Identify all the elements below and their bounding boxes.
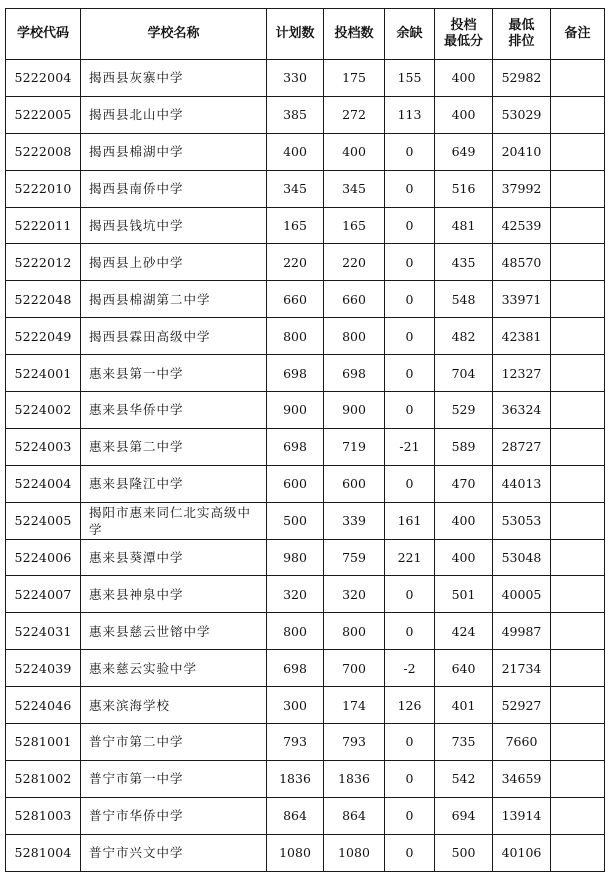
header-name: 学校名称 — [81, 9, 267, 60]
cell-admitted: 165 — [324, 207, 385, 244]
header-min-rank-line1: 最低 — [508, 18, 535, 33]
cell-note — [551, 355, 605, 392]
cell-admitted: 800 — [324, 318, 385, 355]
cell-plan: 900 — [267, 392, 324, 429]
cell-min-rank: 28727 — [493, 428, 551, 465]
cell-code: 5281002 — [6, 760, 81, 797]
table-row — [6, 797, 605, 834]
cell-plan: 1080 — [267, 834, 324, 871]
cell-plan: 660 — [267, 281, 324, 318]
cell-plan: 793 — [267, 724, 324, 761]
table-row — [6, 576, 605, 613]
cell-code: 5224006 — [6, 539, 81, 576]
cell-name: 普宁市兴文中学 — [81, 834, 267, 871]
cell-min-rank: 42381 — [493, 318, 551, 355]
cell-admitted: 864 — [324, 797, 385, 834]
cell-min-score: 589 — [435, 428, 493, 465]
table-row — [6, 650, 605, 687]
cell-code: 5281004 — [6, 834, 81, 871]
cell-admitted: 339 — [324, 502, 385, 539]
cell-code: 5222010 — [6, 170, 81, 207]
table-row — [6, 502, 605, 539]
cell-name: 揭西县南侨中学 — [81, 170, 267, 207]
cell-code: 5222004 — [6, 60, 81, 97]
cell-min-score: 482 — [435, 318, 493, 355]
cell-min-score: 548 — [435, 281, 493, 318]
cell-note — [551, 539, 605, 576]
table-row — [6, 96, 605, 133]
cell-min-score: 501 — [435, 576, 493, 613]
cell-name: 揭西县上砂中学 — [81, 244, 267, 281]
cell-admitted: 719 — [324, 428, 385, 465]
cell-code: 5222049 — [6, 318, 81, 355]
cell-min-score: 704 — [435, 355, 493, 392]
cell-remaining: 155 — [385, 60, 435, 97]
cell-min-score: 542 — [435, 760, 493, 797]
cell-plan: 500 — [267, 502, 324, 539]
cell-code: 5281001 — [6, 724, 81, 761]
cell-note — [551, 576, 605, 613]
cell-remaining: 0 — [385, 281, 435, 318]
cell-plan: 1836 — [267, 760, 324, 797]
cell-remaining: 0 — [385, 392, 435, 429]
cell-min-rank: 52982 — [493, 60, 551, 97]
cell-name: 普宁市第二中学 — [81, 724, 267, 761]
cell-min-score: 735 — [435, 724, 493, 761]
cell-plan: 800 — [267, 613, 324, 650]
cell-note — [551, 687, 605, 724]
header-admitted: 投档数 — [324, 9, 385, 60]
cell-admitted: 174 — [324, 687, 385, 724]
cell-min-score: 649 — [435, 133, 493, 170]
header-min-score-line1: 投档 — [450, 18, 477, 33]
cell-remaining: 161 — [385, 502, 435, 539]
cell-note — [551, 465, 605, 502]
cell-min-rank: 49987 — [493, 613, 551, 650]
cell-admitted: 600 — [324, 465, 385, 502]
cell-name: 普宁市第一中学 — [81, 760, 267, 797]
cell-plan: 698 — [267, 428, 324, 465]
cell-name: 揭西县钱坑中学 — [81, 207, 267, 244]
cell-min-rank: 53029 — [493, 96, 551, 133]
cell-remaining: 221 — [385, 539, 435, 576]
cell-min-score: 400 — [435, 539, 493, 576]
cell-note — [551, 834, 605, 871]
cell-code: 5222005 — [6, 96, 81, 133]
admission-table-container — [5, 8, 605, 872]
cell-min-rank: 37992 — [493, 170, 551, 207]
cell-remaining: 0 — [385, 834, 435, 871]
cell-admitted: 1836 — [324, 760, 385, 797]
cell-min-score: 400 — [435, 502, 493, 539]
cell-remaining: -21 — [385, 428, 435, 465]
cell-remaining: 0 — [385, 318, 435, 355]
cell-remaining: 0 — [385, 576, 435, 613]
table-row — [6, 539, 605, 576]
table-row — [6, 760, 605, 797]
cell-plan: 220 — [267, 244, 324, 281]
header-note: 备注 — [551, 9, 605, 60]
cell-note — [551, 502, 605, 539]
cell-note — [551, 392, 605, 429]
cell-code: 5222008 — [6, 133, 81, 170]
cell-name: 惠来县华侨中学 — [81, 392, 267, 429]
cell-min-rank: 7660 — [493, 724, 551, 761]
cell-admitted: 320 — [324, 576, 385, 613]
cell-name: 揭西县灰寨中学 — [81, 60, 267, 97]
table-header-row — [6, 9, 605, 60]
table-row — [6, 392, 605, 429]
table-row — [6, 613, 605, 650]
cell-remaining: 0 — [385, 760, 435, 797]
cell-name: 揭西县棉湖中学 — [81, 133, 267, 170]
table-body — [6, 60, 605, 872]
cell-code: 5281003 — [6, 797, 81, 834]
cell-name: 惠来慈云实验中学 — [81, 650, 267, 687]
cell-min-rank: 44013 — [493, 465, 551, 502]
cell-min-rank: 48570 — [493, 244, 551, 281]
cell-code: 5224046 — [6, 687, 81, 724]
cell-remaining: 0 — [385, 797, 435, 834]
cell-min-rank: 34659 — [493, 760, 551, 797]
header-min-score-line2: 最低分 — [443, 34, 483, 49]
cell-min-score: 400 — [435, 60, 493, 97]
admission-table — [5, 8, 605, 872]
cell-code: 5224031 — [6, 613, 81, 650]
cell-admitted: 759 — [324, 539, 385, 576]
cell-admitted: 400 — [324, 133, 385, 170]
header-plan: 计划数 — [267, 9, 324, 60]
cell-admitted: 800 — [324, 613, 385, 650]
cell-code: 5224003 — [6, 428, 81, 465]
cell-remaining: 0 — [385, 465, 435, 502]
table-row — [6, 281, 605, 318]
table-row — [6, 207, 605, 244]
cell-min-rank: 53048 — [493, 539, 551, 576]
cell-note — [551, 170, 605, 207]
cell-admitted: 220 — [324, 244, 385, 281]
cell-min-score: 500 — [435, 834, 493, 871]
cell-name: 揭西县棉湖第二中学 — [81, 281, 267, 318]
cell-name: 普宁市华侨中学 — [81, 797, 267, 834]
cell-min-rank: 52927 — [493, 687, 551, 724]
cell-min-rank: 53053 — [493, 502, 551, 539]
cell-note — [551, 318, 605, 355]
cell-remaining: 0 — [385, 207, 435, 244]
cell-admitted: 900 — [324, 392, 385, 429]
cell-name: 揭西县霖田高级中学 — [81, 318, 267, 355]
cell-admitted: 793 — [324, 724, 385, 761]
table-row — [6, 724, 605, 761]
cell-min-score: 529 — [435, 392, 493, 429]
cell-plan: 698 — [267, 355, 324, 392]
table-row — [6, 133, 605, 170]
cell-min-rank: 36324 — [493, 392, 551, 429]
table-row — [6, 318, 605, 355]
table-row — [6, 355, 605, 392]
cell-admitted: 700 — [324, 650, 385, 687]
table-row — [6, 170, 605, 207]
cell-name: 揭西县北山中学 — [81, 96, 267, 133]
cell-note — [551, 60, 605, 97]
cell-note — [551, 724, 605, 761]
cell-min-score: 640 — [435, 650, 493, 687]
cell-name: 揭阳市惠来同仁北实高级中学 — [81, 502, 267, 539]
cell-admitted: 175 — [324, 60, 385, 97]
table-row — [6, 465, 605, 502]
cell-name: 惠来县神泉中学 — [81, 576, 267, 613]
cell-min-rank: 33971 — [493, 281, 551, 318]
cell-min-score: 435 — [435, 244, 493, 281]
cell-code: 5222011 — [6, 207, 81, 244]
cell-remaining: 0 — [385, 355, 435, 392]
cell-plan: 600 — [267, 465, 324, 502]
cell-note — [551, 244, 605, 281]
cell-note — [551, 797, 605, 834]
cell-code: 5224007 — [6, 576, 81, 613]
header-min-rank-line2: 排位 — [508, 34, 535, 49]
cell-code: 5224039 — [6, 650, 81, 687]
cell-min-rank: 40106 — [493, 834, 551, 871]
cell-note — [551, 613, 605, 650]
table-row — [6, 687, 605, 724]
cell-admitted: 272 — [324, 96, 385, 133]
cell-remaining: 0 — [385, 133, 435, 170]
cell-name: 惠来县第一中学 — [81, 355, 267, 392]
cell-plan: 800 — [267, 318, 324, 355]
cell-remaining: 113 — [385, 96, 435, 133]
cell-remaining: 0 — [385, 724, 435, 761]
cell-plan: 698 — [267, 650, 324, 687]
cell-remaining: 126 — [385, 687, 435, 724]
cell-name: 惠来县隆江中学 — [81, 465, 267, 502]
cell-plan: 300 — [267, 687, 324, 724]
cell-plan: 345 — [267, 170, 324, 207]
cell-plan: 330 — [267, 60, 324, 97]
cell-code: 5224001 — [6, 355, 81, 392]
cell-code: 5224004 — [6, 465, 81, 502]
cell-min-rank: 42539 — [493, 207, 551, 244]
table-row — [6, 428, 605, 465]
cell-name: 惠来县第二中学 — [81, 428, 267, 465]
cell-note — [551, 760, 605, 797]
cell-min-rank: 40005 — [493, 576, 551, 613]
cell-note — [551, 96, 605, 133]
cell-code: 5222048 — [6, 281, 81, 318]
header-min-rank — [493, 9, 551, 60]
cell-min-score: 424 — [435, 613, 493, 650]
cell-name: 惠来滨海学校 — [81, 687, 267, 724]
cell-min-rank: 21734 — [493, 650, 551, 687]
cell-min-score: 516 — [435, 170, 493, 207]
cell-remaining: -2 — [385, 650, 435, 687]
cell-note — [551, 428, 605, 465]
cell-remaining: 0 — [385, 613, 435, 650]
cell-plan: 400 — [267, 133, 324, 170]
cell-remaining: 0 — [385, 244, 435, 281]
cell-plan: 980 — [267, 539, 324, 576]
header-code: 学校代码 — [6, 9, 81, 60]
cell-code: 5222012 — [6, 244, 81, 281]
table-row — [6, 834, 605, 871]
cell-min-rank: 20410 — [493, 133, 551, 170]
cell-name: 惠来县葵潭中学 — [81, 539, 267, 576]
cell-code: 5224002 — [6, 392, 81, 429]
cell-min-rank: 13914 — [493, 797, 551, 834]
cell-note — [551, 133, 605, 170]
table-row — [6, 60, 605, 97]
header-min-score — [435, 9, 493, 60]
cell-min-score: 694 — [435, 797, 493, 834]
cell-min-rank: 12327 — [493, 355, 551, 392]
cell-admitted: 660 — [324, 281, 385, 318]
cell-note — [551, 650, 605, 687]
cell-admitted: 345 — [324, 170, 385, 207]
table-row — [6, 244, 605, 281]
cell-min-score: 401 — [435, 687, 493, 724]
cell-note — [551, 207, 605, 244]
cell-note — [551, 281, 605, 318]
cell-plan: 320 — [267, 576, 324, 613]
cell-admitted: 698 — [324, 355, 385, 392]
cell-min-score: 400 — [435, 96, 493, 133]
cell-min-score: 470 — [435, 465, 493, 502]
cell-admitted: 1080 — [324, 834, 385, 871]
cell-min-score: 481 — [435, 207, 493, 244]
cell-remaining: 0 — [385, 170, 435, 207]
cell-plan: 165 — [267, 207, 324, 244]
cell-code: 5224005 — [6, 502, 81, 539]
header-remaining: 余缺 — [385, 9, 435, 60]
cell-plan: 385 — [267, 96, 324, 133]
cell-name: 惠来县慈云世镕中学 — [81, 613, 267, 650]
cell-plan: 864 — [267, 797, 324, 834]
